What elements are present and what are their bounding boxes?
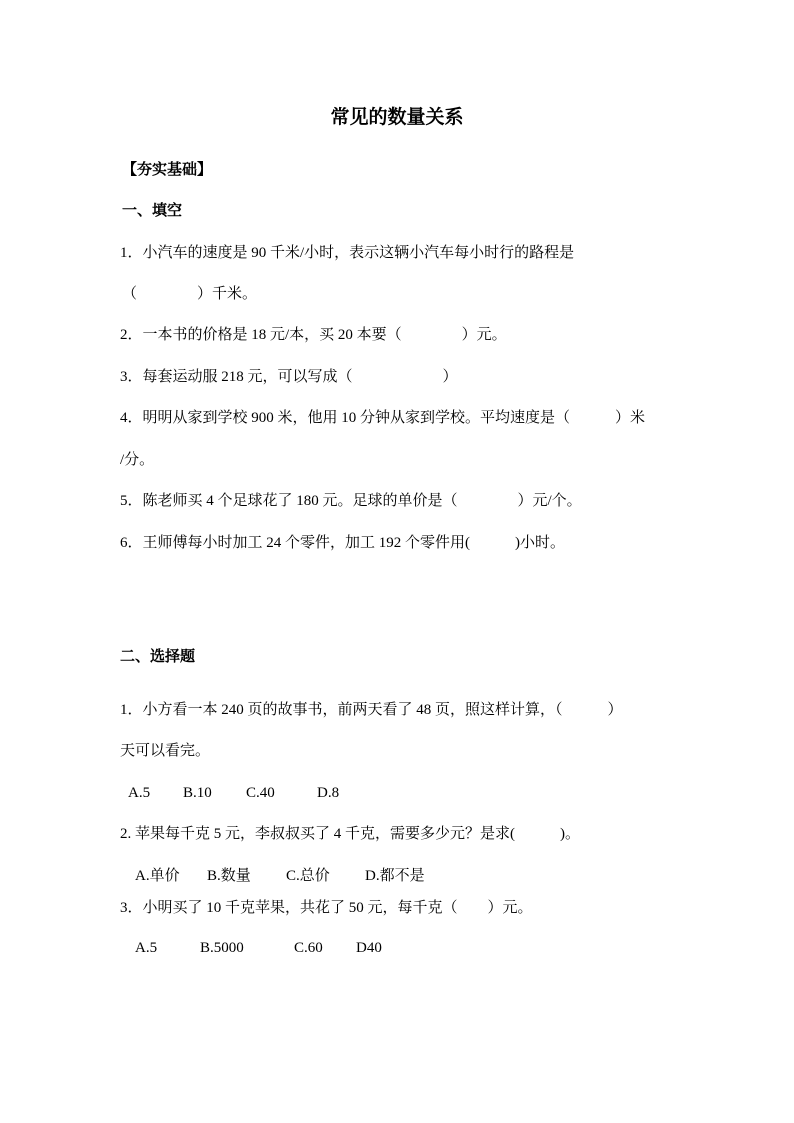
option-b: B.10 (183, 785, 212, 801)
option-c: C.总价 (286, 868, 330, 884)
section-tag: 【夯实基础】 (122, 162, 213, 178)
fill-question-4: 4．明明从家到学校 900 米，他用 10 分钟从家到学校。平均速度是（ ）米 (120, 410, 646, 426)
fill-question-6: 6．王师傅每小时加工 24 个零件，加工 192 个零件用( )小时。 (120, 535, 565, 551)
part2-heading: 二、选择题 (120, 649, 196, 665)
choice-question-3: 3．小明买了 10 千克苹果，共花了 50 元，每千克（ ）元。 (120, 900, 533, 916)
option-a: A.5 (135, 940, 158, 956)
choice-question-1-cont: 天可以看完。 (120, 743, 211, 759)
option-d: D.都不是 (365, 868, 425, 884)
choice-question-1: 1．小方看一本 240 页的故事书，前两天看了 48 页，照这样计算，（ ） (120, 702, 623, 718)
fill-question-1: 1．小汽车的速度是 90 千米/小时，表示这辆小汽车每小时行的路程是 (120, 245, 575, 261)
option-c: C.60 (294, 940, 323, 956)
option-a: A.5 (128, 785, 151, 801)
option-d: D.8 (317, 785, 340, 801)
option-b: B.数量 (207, 868, 251, 884)
choice-question-2: 2. 苹果每千克 5 元，李叔叔买了 4 千克，需要多少元？是求( )。 (120, 826, 580, 842)
page-title: 常见的数量关系 (330, 107, 464, 128)
option-a: A.单价 (135, 868, 180, 884)
fill-question-3: 3．每套运动服 218 元，可以写成（ ） (120, 369, 458, 385)
part1-heading: 一、填空 (122, 203, 183, 219)
option-d: D40 (356, 940, 382, 956)
fill-question-2: 2．一本书的价格是 18 元/本，买 20 本要（ ）元。 (120, 327, 507, 343)
fill-question-5: 5．陈老师买 4 个足球花了 180 元。足球的单价是（ ）元/个。 (120, 493, 582, 509)
option-c: C.40 (246, 785, 275, 801)
fill-question-1-cont: （ ）千米。 (122, 286, 258, 302)
fill-question-4-cont: /分。 (120, 452, 155, 468)
option-b: B.5000 (200, 940, 244, 956)
